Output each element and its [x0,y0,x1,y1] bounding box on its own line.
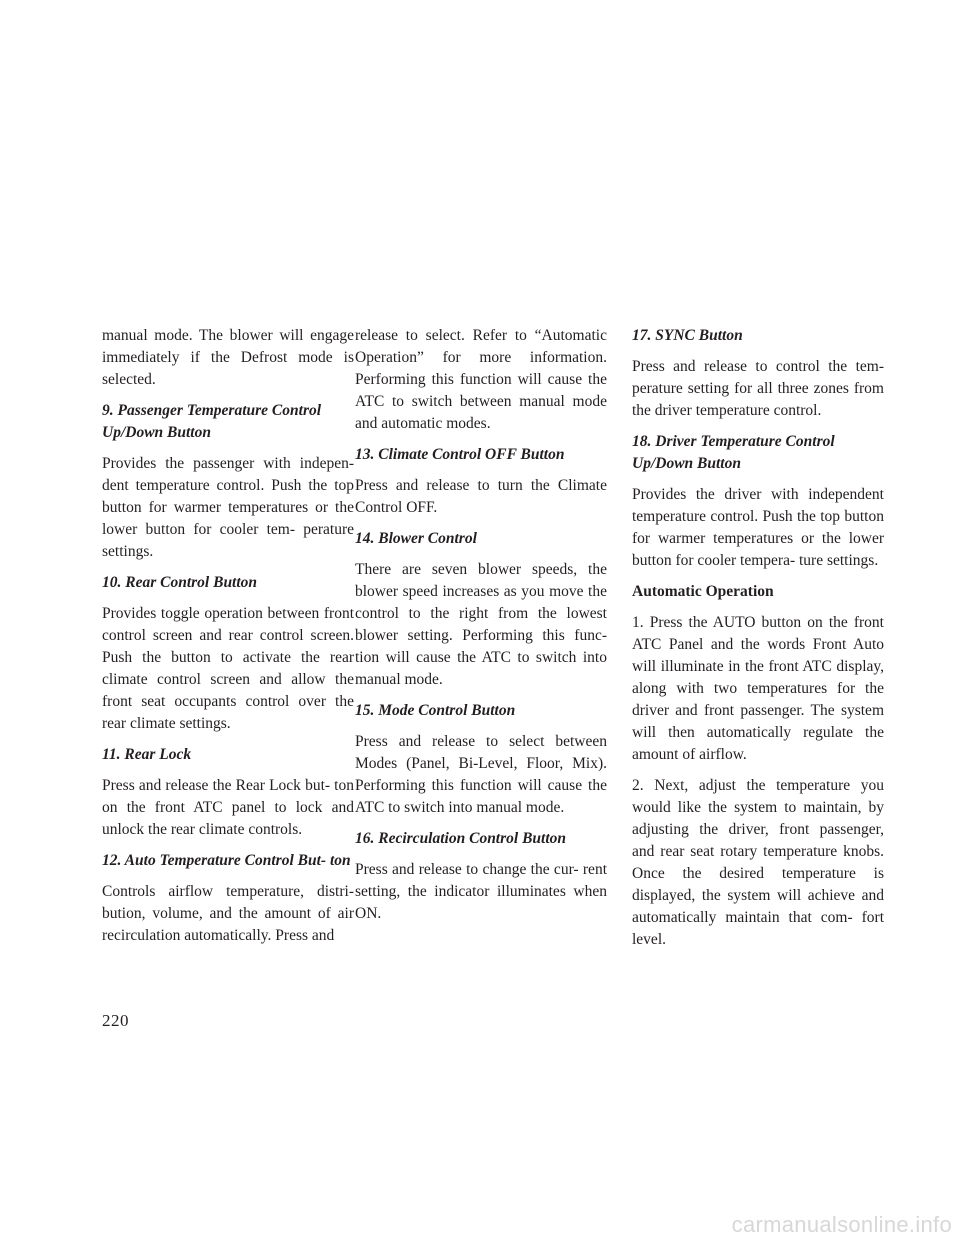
paragraph: Provides toggle operation between front control screen and rear control screen. Push the button to activate the rear climate control screen and allow the front seat occupants control over the rear climate settings. [102,605,354,732]
paragraph: Press and release to change the cur- rent setting, the indicator illuminates when ON. [355,861,607,922]
subsection-heading: Automatic Operation [632,583,774,600]
section-heading: 11. Rear Lock [102,746,192,763]
paragraph: Controls airflow temperature, distri- bution, volume, and the amount of air recirculation automatically. Press and [102,883,354,944]
watermark: carmanualsonline.info [731,1212,952,1237]
paragraph: 1. Press the AUTO button on the front ATC Panel and the words Front Auto will illuminate in the front ATC display, along with two temperatures for the driver and front passenger. The system will then automatically regulate the amount of airflow. [632,614,884,763]
text-column-1 [102,325,354,956]
paragraph: Press and release to control the tem- perature setting for all three zones from the driver temperature control. [632,358,884,419]
section-heading: 15. Mode Control Button [355,702,516,719]
section-heading: 9. Passenger Temperature Control Up/Down Button [102,402,322,441]
text-column-2 [355,325,607,934]
paragraph: There are seven blower speeds, the blower speed increases as you move the control to the right from the lowest blower setting. Performing this func- tion will cause the ATC to switch into manual mode. [355,561,607,688]
paragraph: Press and release to select between Modes (Panel, Bi-Level, Floor, Mix). Performing this function will cause the ATC to switch into manual mode. [355,733,607,816]
section-heading: 17. SYNC Button [632,327,743,344]
section-heading: 13. Climate Control OFF Button [355,446,565,463]
section-heading: 18. Driver Temperature Control Up/Down Button [632,433,835,472]
paragraph: Press and release the Rear Lock but- ton on the front ATC panel to lock and unlock the rear climate controls. [102,777,354,838]
paragraph: Provides the passenger with indepen- dent temperature control. Push the top button for warmer temperatures or the lower button for cooler tem- perature settings. [102,455,354,560]
paragraph: manual mode. The blower will engage immediately if the Defrost mode is selected. [102,327,354,388]
section-heading: 12. Auto Temperature Control But- ton [102,852,351,869]
paragraph: 2. Next, adjust the temperature you would like the system to maintain, by adjusting the driver, front passenger, and rear seat rotary temperature knobs. Once the desired temperature is displayed, the system will achieve and automatically maintain that com- fort level. [632,777,884,948]
section-heading: 10. Rear Control Button [102,574,258,591]
section-heading: 14. Blower Control [355,530,477,547]
page-number: 220 [102,1011,129,1030]
paragraph: Provides the driver with independent temperature control. Push the top button for warmer temperatures or the lower button for cooler tempera- ture settings. [632,486,884,569]
paragraph: Press and release to turn the Climate Control OFF. [355,477,607,516]
paragraph: release to select. Refer to “Automatic Operation” for more information. Performing this function will cause the ATC to switch between manual mode and automatic modes. [355,327,607,432]
text-column-3 [632,325,884,960]
section-heading: 16. Recirculation Control Button [355,830,567,847]
